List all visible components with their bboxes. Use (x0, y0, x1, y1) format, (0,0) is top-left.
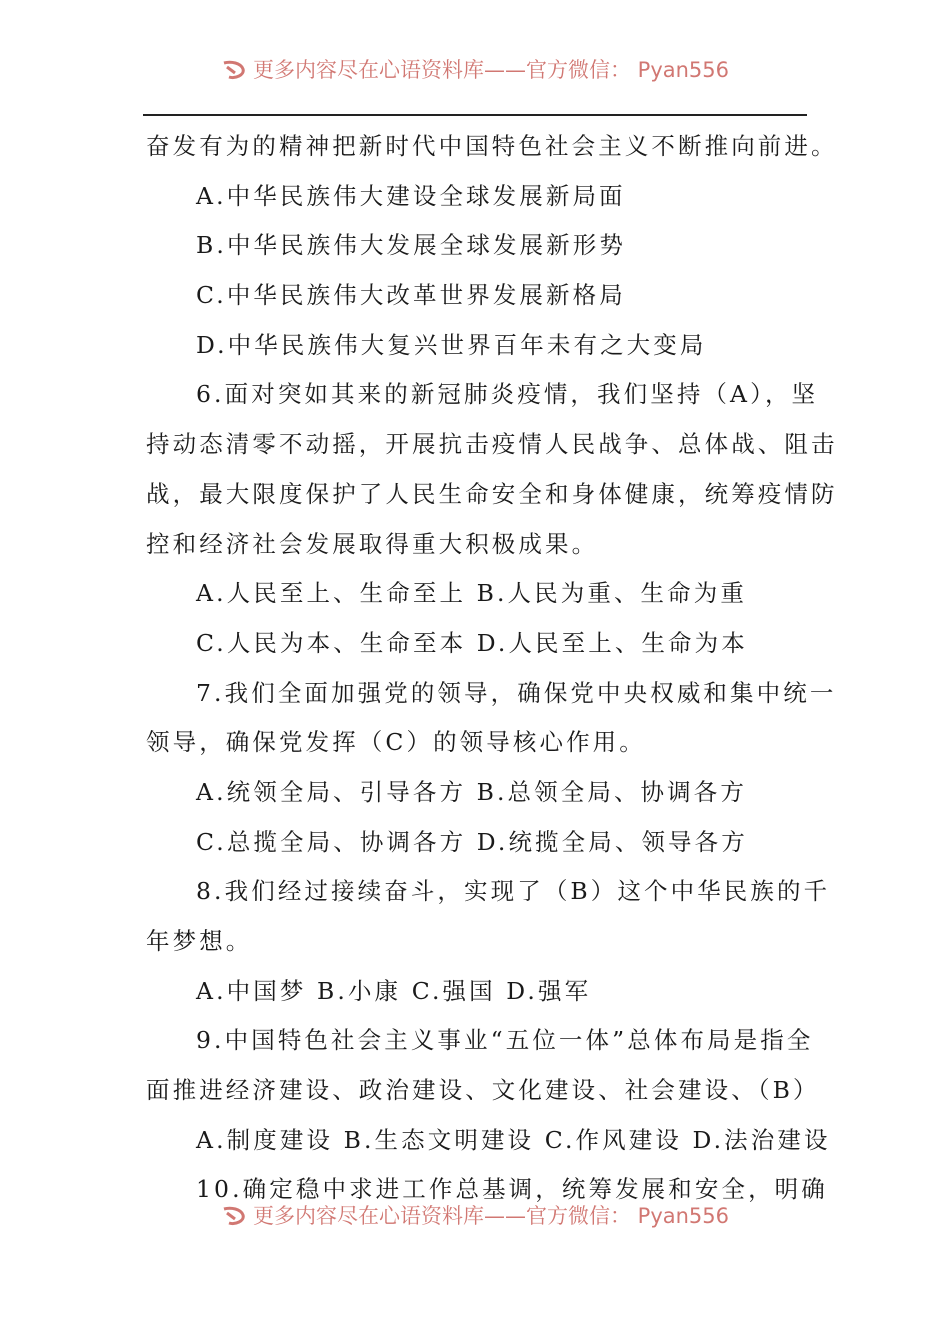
text-line: 奋发有为的精神把新时代中国特色社会主义不断推向前进。 (146, 132, 838, 160)
text-line: C.总揽全局、协调各方 D.统揽全局、领导各方 (196, 827, 748, 856)
text-line: D.中华民族伟大复兴世界百年未有之大变局 (196, 330, 707, 359)
text-line: 8.我们经过接续奋斗，实现了（B）这个中华民族的千 (196, 877, 831, 906)
text-line: 面推进经济建设、政治建设、文化建设、社会建设、（B） (146, 1076, 820, 1105)
text-line: A.制度建设 B.生态文明建设 C.作风建设 D.法治建设 (196, 1125, 831, 1154)
text-line: C.人民为本、生命至本 D.人民至上、生命为本 (196, 628, 748, 657)
text-line: 9.中国特色社会主义事业“五位一体”总体布局是指全 (196, 1026, 814, 1055)
text-line: A.人民至上、生命至上 B.人民为重、生命为重 (196, 579, 747, 608)
text-line: 6.面对突如其来的新冠肺炎疫情，我们坚持（A），坚 (196, 380, 819, 409)
footer-watermark-text: 更多内容尽在心语资料库——官方微信： Pyan556 (252, 1204, 730, 1228)
text-line: 7.我们全面加强党的领导，确保党中央权威和集中统一 (196, 678, 837, 707)
text-line: 持动态清零不动摇，开展抗击疫情人民战争、总体战、阻击 (146, 430, 838, 459)
text-line: C.中华民族伟大改革世界发展新格局 (196, 281, 626, 310)
text-line: 控和经济社会发展取得重大积极成果。 (146, 529, 599, 558)
text-line: B.中华民族伟大发展全球发展新形势 (196, 231, 626, 260)
text-line: 领导，确保党发挥（C）的领导核心作用。 (146, 728, 646, 757)
header-watermark-text: 更多内容尽在心语资料库——官方微信： Pyan556 (252, 58, 730, 82)
header-rule (143, 114, 807, 116)
footer-watermark (0, 1198, 950, 1238)
watermark-logo-icon (221, 59, 247, 81)
text-line: 年梦想。 (146, 927, 253, 955)
text-line: 10.确定稳中求进工作总基调，统筹发展和安全，明确 (196, 1175, 828, 1204)
text-line: 战，最大限度保护了人民生命安全和身体健康，统筹疫情防 (146, 479, 838, 508)
header-watermark (0, 52, 950, 88)
document-body (146, 122, 838, 1215)
text-line: A.中华民族伟大建设全球发展新局面 (196, 181, 626, 210)
text-line: A.中国梦 B.小康 C.强国 D.强军 (196, 976, 592, 1005)
text-line: A.统领全局、引导各方 B.总领全局、协调各方 (196, 777, 747, 806)
watermark-logo-icon (221, 1205, 247, 1227)
